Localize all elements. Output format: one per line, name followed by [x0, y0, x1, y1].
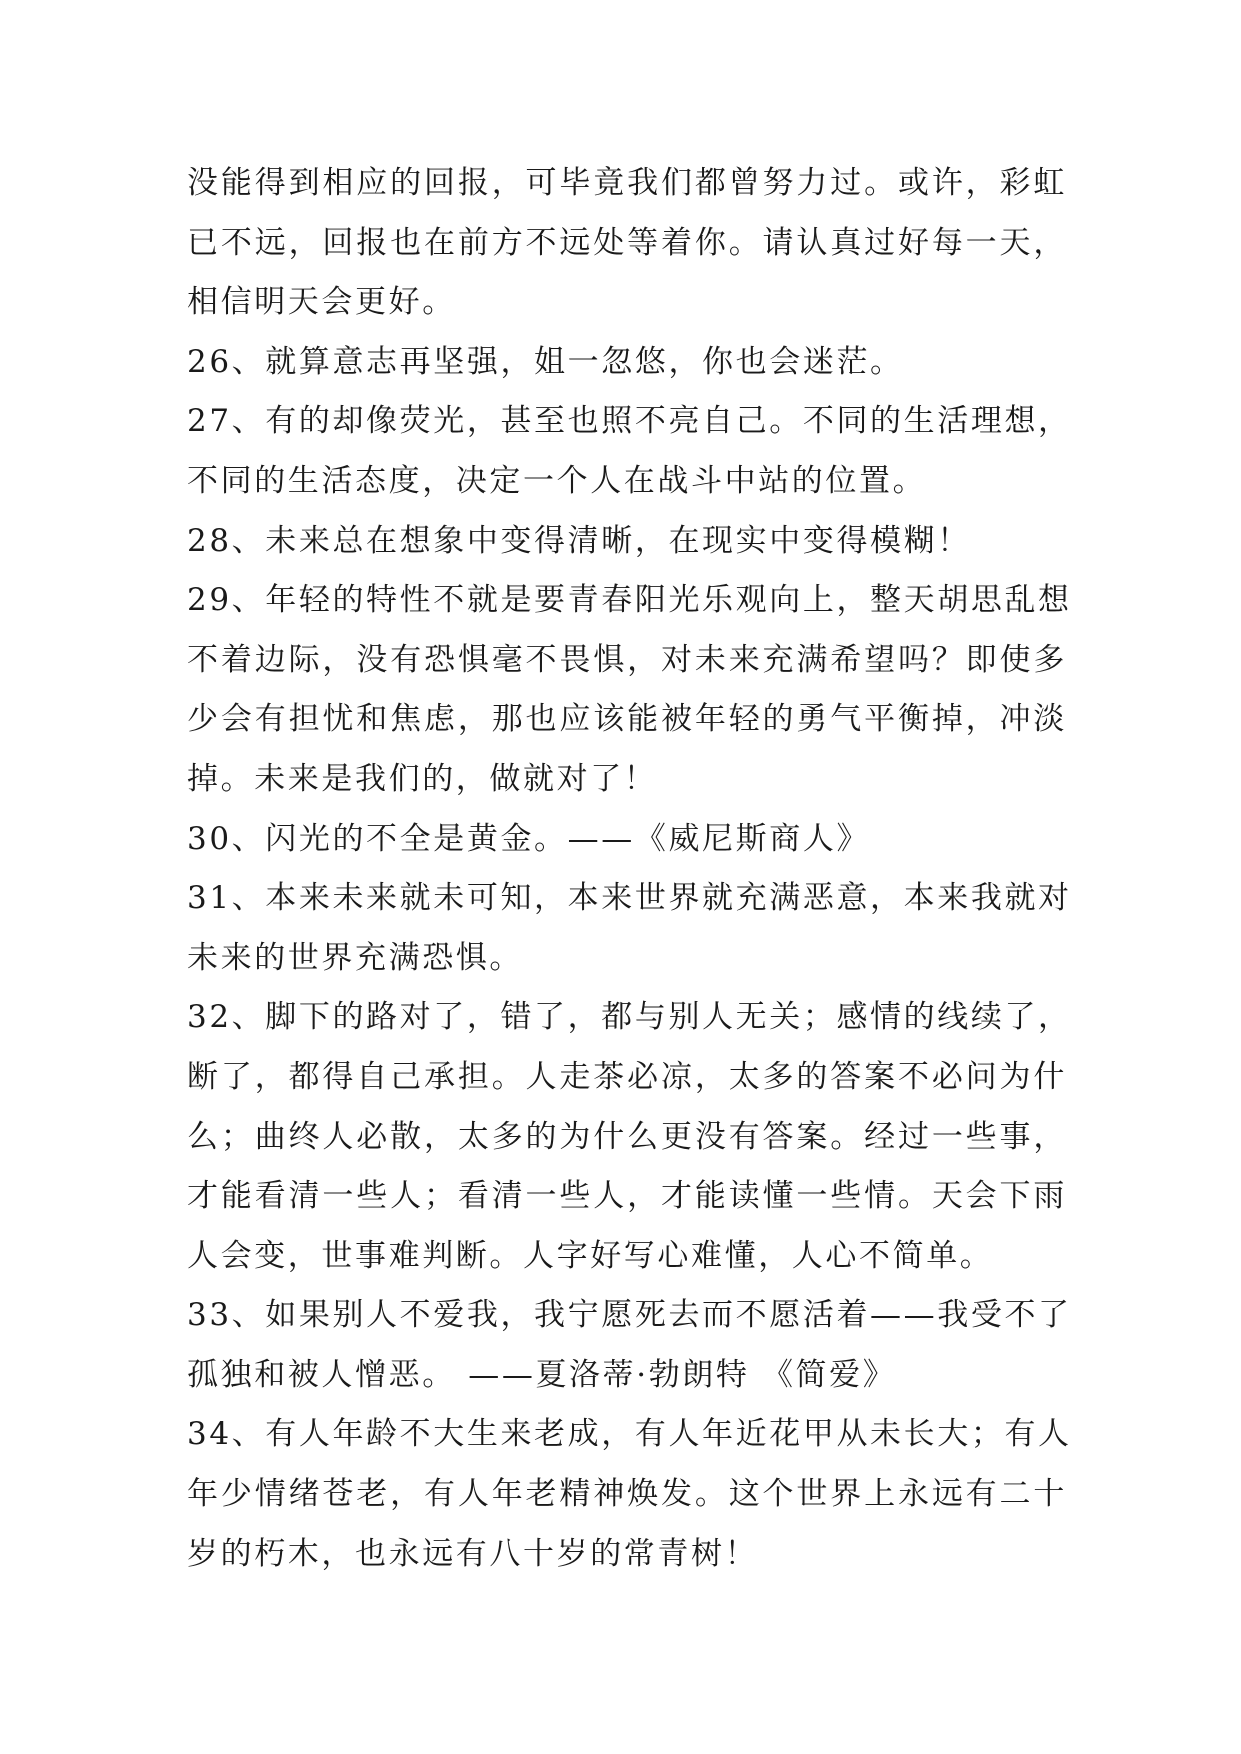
paragraph-27 — [187, 392, 1072, 511]
paragraph-34 — [187, 1405, 1072, 1584]
text-line: 才能看清一些人；看清一些人，才能读懂一些情。天会下雨 — [187, 1178, 1067, 1215]
paragraph-30 — [187, 810, 1067, 870]
text-line: 30、闪光的不全是黄金。——《威尼斯商人》 — [187, 820, 871, 857]
paragraph-28 — [187, 512, 1067, 572]
text-line: 相信明天会更好。 — [187, 284, 456, 321]
paragraph-31 — [187, 869, 1072, 988]
text-line: 不同的生活态度，决定一个人在战斗中站的位置。 — [187, 462, 927, 499]
paragraph-33 — [187, 1286, 1072, 1405]
text-line: 孤独和被人憎恶。 ——夏洛蒂·勃朗特 《简爱》 — [187, 1356, 897, 1393]
text-line: 掉。未来是我们的，做就对了！ — [187, 760, 658, 797]
text-line: 人会变，世事难判断。人字好写心难懂，人心不简单。 — [187, 1237, 994, 1274]
paragraph — [187, 154, 1067, 333]
text-line: 26、就算意志再坚强，姐一忽悠，你也会迷茫。 — [187, 343, 904, 380]
text-line: 34、有人年龄不大生来老成，有人年近花甲从未长大；有人 — [187, 1416, 1072, 1453]
text-line: 少会有担忧和焦虑，那也应该能被年轻的勇气平衡掉，冲淡 — [187, 701, 1067, 738]
text-line: 没能得到相应的回报，可毕竟我们都曾努力过。或许，彩虹 — [187, 165, 1067, 201]
text-line: 32、脚下的路对了，错了，都与别人无关；感情的线续了， — [187, 999, 1072, 1036]
text-line: 27、有的却像荧光，甚至也照不亮自己。不同的生活理想， — [187, 403, 1072, 440]
text-line: 么；曲终人必散，太多的为什么更没有答案。经过一些事， — [187, 1118, 1067, 1155]
text-line: 未来的世界充满恐惧。 — [187, 939, 523, 976]
paragraph-29 — [187, 571, 1072, 809]
text-line: 断了，都得自己承担。人走茶必凉，太多的答案不必问为什 — [187, 1058, 1067, 1095]
document-page — [187, 154, 1072, 1584]
text-line: 年少情绪苍老，有人年老精神焕发。这个世界上永远有二十 — [187, 1476, 1067, 1513]
text-line: 29、年轻的特性不就是要青春阳光乐观向上，整天胡思乱想 — [187, 582, 1072, 619]
text-line: 不着边际，没有恐惧毫不畏惧，对未来充满希望吗？即使多 — [187, 641, 1067, 678]
text-line: 岁的朽木，也永远有八十岁的常青树！ — [187, 1535, 759, 1572]
text-line: 已不远，回报也在前方不远处等着你。请认真过好每一天， — [187, 224, 1067, 261]
paragraph-32 — [187, 988, 1072, 1286]
text-line: 28、未来总在想象中变得清晰，在现实中变得模糊！ — [187, 522, 971, 559]
paragraph-26 — [187, 333, 1067, 393]
text-line: 31、本来未来就未可知，本来世界就充满恶意，本来我就对 — [187, 880, 1072, 917]
text-line: 33、如果别人不爱我，我宁愿死去而不愿活着——我受不了 — [187, 1297, 1072, 1334]
